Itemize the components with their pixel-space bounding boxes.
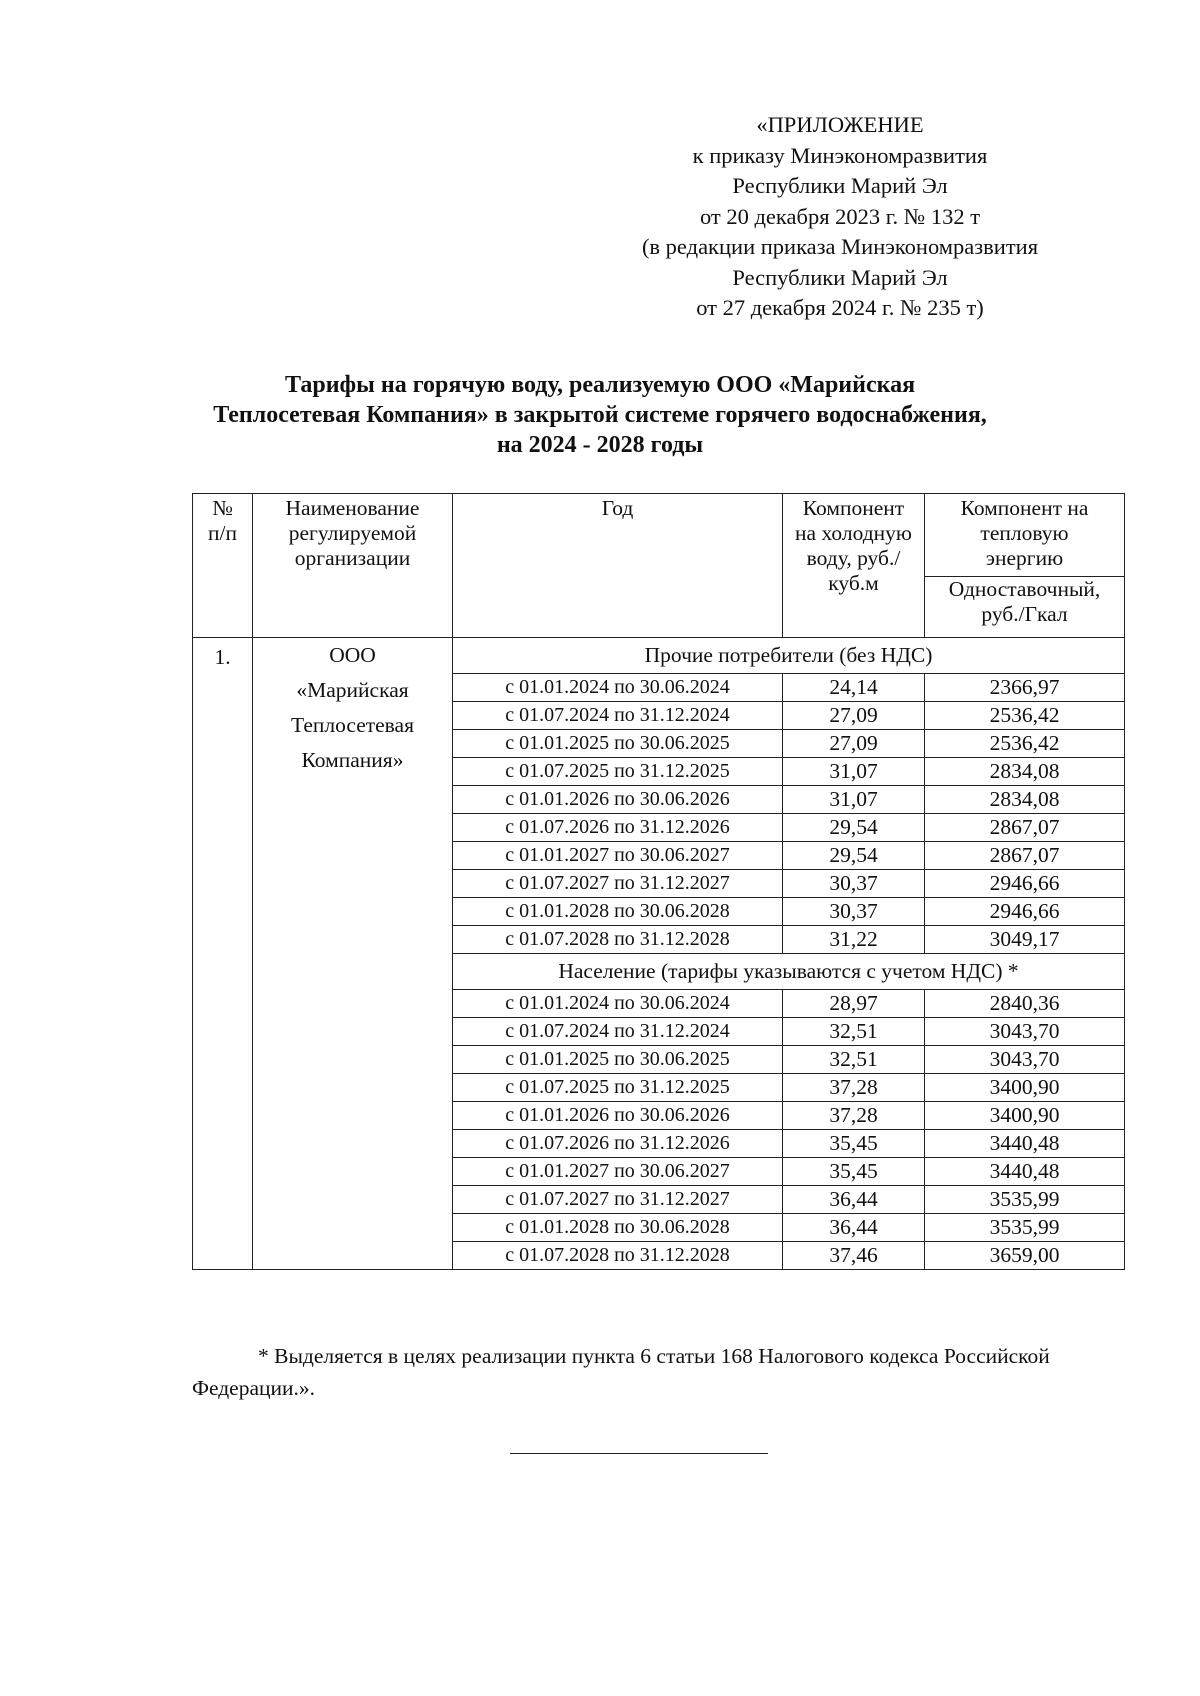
cold-water-value: 31,22 [783,926,925,954]
cold-water-value: 35,45 [783,1158,925,1186]
heat-energy-value: 2834,08 [925,786,1125,814]
cold-water-value: 28,97 [783,990,925,1018]
tariff-period: с 01.01.2024 по 30.06.2024 [453,990,783,1018]
document-title [150,370,1050,460]
heat-energy-value: 2536,42 [925,702,1125,730]
heat-energy-value: 3440,48 [925,1130,1125,1158]
heat-energy-value: 2867,07 [925,842,1125,870]
header-heat: Компонент на тепловую энергию [925,494,1125,577]
tariff-period: с 01.07.2027 по 31.12.2027 [453,1186,783,1214]
appendix-line: от 27 декабря 2024 г. № 235 т) [696,295,984,320]
footnote [192,1340,1092,1404]
closing-rule [510,1453,768,1454]
cold-water-value: 31,07 [783,786,925,814]
heat-energy-value: 3440,48 [925,1158,1125,1186]
cold-water-value: 35,45 [783,1130,925,1158]
tariff-period: с 01.07.2027 по 31.12.2027 [453,870,783,898]
cold-water-value: 24,14 [783,674,925,702]
cold-water-value: 30,37 [783,898,925,926]
title-line: Теплосетевая Компания» в закрытой системе горячего водоснабжения, [213,402,987,428]
heat-energy-value: 3659,00 [925,1242,1125,1270]
appendix-header [600,110,1080,324]
tariff-period: с 01.01.2024 по 30.06.2024 [453,674,783,702]
cold-water-value: 29,54 [783,842,925,870]
heat-energy-value: 2840,36 [925,990,1125,1018]
header-cold-water: Компонент на холодную воду, руб./куб.м [783,494,925,638]
tariff-period: с 01.01.2028 по 30.06.2028 [453,898,783,926]
heat-energy-value: 2946,66 [925,870,1125,898]
tariff-period: с 01.07.2025 по 31.12.2025 [453,1074,783,1102]
heat-energy-value: 2366,97 [925,674,1125,702]
heat-energy-value: 3535,99 [925,1214,1125,1242]
footnote-line: Федерации.». [192,1376,316,1400]
appendix-line: (в редакции приказа Минэкономразвития [641,234,1039,259]
tariff-period: с 01.01.2025 по 30.06.2025 [453,730,783,758]
section-title: Прочие потребители (без НДС) [453,638,1125,674]
tariff-period: с 01.01.2025 по 30.06.2025 [453,1046,783,1074]
title-line: на 2024 - 2028 годы [496,432,704,458]
cold-water-value: 36,44 [783,1186,925,1214]
tariff-period: с 01.07.2026 по 31.12.2026 [453,814,783,842]
appendix-line: к приказу Минэкономразвития [692,142,988,168]
tariff-period: с 01.01.2027 по 30.06.2027 [453,842,783,870]
header-period: Год [453,494,783,638]
heat-energy-value: 2536,42 [925,730,1125,758]
cold-water-value: 37,28 [783,1074,925,1102]
header-organization: Наименование регулируемой организации [253,494,453,638]
cold-water-value: 32,51 [783,1018,925,1046]
tariff-period: с 01.07.2025 по 31.12.2025 [453,758,783,786]
row-number: 1. [193,638,253,1270]
header-number: № п/п [193,494,253,638]
tariff-period: с 01.07.2028 по 31.12.2028 [453,1242,783,1270]
appendix-line: «ПРИЛОЖЕНИЕ [756,112,924,137]
cold-water-value: 37,46 [783,1242,925,1270]
cold-water-value: 27,09 [783,702,925,730]
heat-energy-value: 3400,90 [925,1102,1125,1130]
title-line: Тарифы на горячую воду, реализуемую ООО «Марийская [284,372,916,398]
tariff-period: с 01.07.2026 по 31.12.2026 [453,1130,783,1158]
heat-energy-value: 3535,99 [925,1186,1125,1214]
heat-energy-value: 2946,66 [925,898,1125,926]
cold-water-value: 32,51 [783,1046,925,1074]
cold-water-value: 37,28 [783,1102,925,1130]
cold-water-value: 27,09 [783,730,925,758]
heat-energy-value: 2834,08 [925,758,1125,786]
heat-energy-value: 3043,70 [925,1046,1125,1074]
heat-energy-value: 3043,70 [925,1018,1125,1046]
heat-energy-value: 2867,07 [925,814,1125,842]
heat-energy-value: 3049,17 [925,926,1125,954]
tariff-period: с 01.07.2024 по 31.12.2024 [453,1018,783,1046]
tariff-period: с 01.01.2026 по 30.06.2026 [453,786,783,814]
tariff-period: с 01.07.2028 по 31.12.2028 [453,926,783,954]
cold-water-value: 31,07 [783,758,925,786]
appendix-line: Республики Марий Эл [732,173,948,198]
appendix-line: от 20 декабря 2023 г. № 132 т [699,203,981,229]
organization-name: ООО «Марийская Теплосетевая Компания» [253,638,453,1270]
cold-water-value: 36,44 [783,1214,925,1242]
cold-water-value: 30,37 [783,870,925,898]
heat-energy-value: 3400,90 [925,1074,1125,1102]
tariff-period: с 01.01.2026 по 30.06.2026 [453,1102,783,1130]
tariff-period: с 01.07.2024 по 31.12.2024 [453,702,783,730]
tariff-period: с 01.01.2027 по 30.06.2027 [453,1158,783,1186]
tariffs-table [192,493,1125,1270]
tariff-period: с 01.01.2028 по 30.06.2028 [453,1214,783,1242]
header-heat-single-rate: Одноставочный, руб./Гкал [925,577,1125,638]
section-row [193,638,1125,674]
appendix-line: Республики Марий Эл [732,264,948,290]
section-title: Население (тарифы указываются с учетом НДС) * [453,954,1125,990]
cold-water-value: 29,54 [783,814,925,842]
footnote-line: * Выделяется в целях реализации пункта 6 статьи 168 Налогового кодекса Российской [258,1344,1050,1368]
